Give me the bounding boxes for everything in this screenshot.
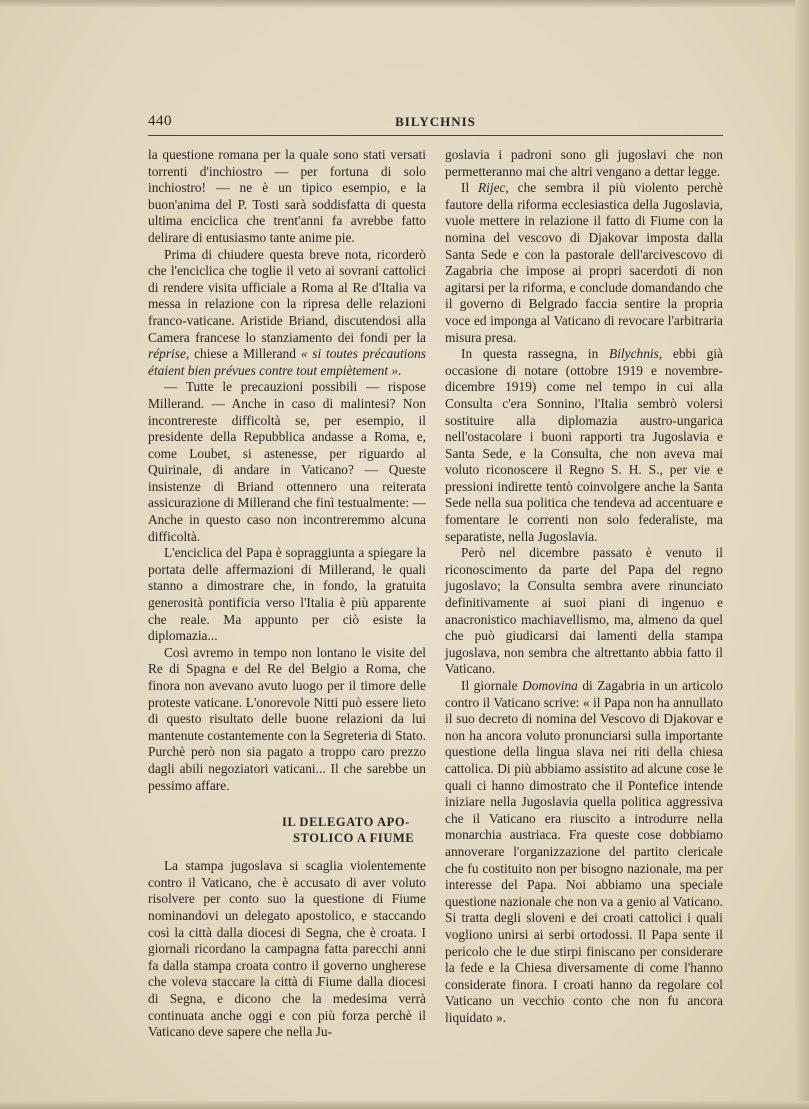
paragraph: Però nel dicembre passato è venuto il riconoscimento da parte del Papa del regno jugoslavo; la Consulta sembra avere rinunciato definitivamente ai suoi piani di ingenuo e anacronistico machiavellismo, ma, almeno da quel che può giudicarsi dai lamenti della stampa jugoslava, non sembra che altrettanto abbia fatto il Vaticano.: [445, 545, 723, 677]
page-right-edge: [795, 0, 809, 1109]
paragraph: [148, 247, 426, 380]
section-heading: [148, 814, 426, 846]
paragraph: L'enciclica del Papa è sopraggiunta a spiegare la portata delle affermazioni di Millerand, le quali stanno a dimostrare che, in fondo, la gratuita generosità pontificia verso l'Italia è più apparente che reale. Ma appunto per ciò esiste la diplomazia...: [148, 545, 426, 644]
running-title: BILYCHNIS: [395, 114, 476, 129]
paragraph-text: Prima di chiudere questa breve nota, ricorderò che l'enciclica che toglie il veto ai sovrani cattolici di rendere visita ufficiale a Roma al Re d'Italia va messa in relazione con la ripresa delle relazioni franco-vaticane. Aristide Briand, discutendosi alla Camera francese lo stanziamento dei fondi per la: [148, 246, 426, 345]
running-header: [148, 113, 723, 136]
left-column: [148, 147, 426, 1041]
french-quote: « si toutes précautions étaient bien prévues contre tout empiètement ».: [148, 346, 426, 378]
paragraph-text: ebbi già occasione di notare (ottobre 1919 e novembre-dicembre 1919) come nel tempo in cui alla Consulta c'era Sonnino, l'Italia sembrò volersi sostituire alla diplomazia austro-ungarica nell'ostacolare i buoni rapporti tra Jugoslavia e Santa Sede, e la Consulta, che non aveva mai voluto riconoscere il Regno S. H. S., per vie e pressioni indirette tentò coinvolgere anche la Santa Sede nella sua politica che tendeva ad accentuare e fomentare le correnti non solo federaliste, ma separatiste, nella Jugoslavia.: [445, 346, 724, 544]
paragraph: goslavia i padroni sono gli jugoslavi che non permetteranno mai che altri vengano a dettar legge.: [445, 147, 723, 179]
journal-name: Bilychnis,: [609, 346, 663, 362]
page-top-edge: [0, 0, 809, 7]
paragraph: la questione romana per la quale sono stati versati torrenti d'inchiostro — per fortuna di solo inchiostro! — ne è un tipico esempio, e la buon'anima del P. Tosti sarà soddisfatta di questa ultima enciclica che trent'anni fa avrebbe fatto delirare di entusiasmo tante anime pie.: [148, 147, 426, 245]
paragraph: [445, 180, 723, 346]
paragraph: — Tutte le precauzioni possibili — rispose Millerand. — Anche in caso di malintesi? Non incontrereste difficoltà se, per esempio, il presidente della Repubblica andasse a Roma, e, come Loubet, si astenesse, per riguardo al Quirinale, di andare in Vaticano? — Queste insistenze di Briand ottennero una reiterata assicurazione di Millerand che finì testualmente: — Anche in questo caso non incontreremmo alcuna difficoltà.: [148, 379, 426, 544]
page-bottom-edge: [0, 1101, 809, 1109]
section-heading-line: IL DELEGATO APO-: [282, 815, 410, 830]
paragraph: [445, 678, 723, 1026]
paragraph-text: di Zagabria in un articolo contro il Vaticano scrive: « il Papa non ha annullato il suo decreto di nomina del Vescovo di Djakovar e non ha ancora voluto pronunciarsi sulla importante questione della lingua slava nei riti della chiesa cattolica. Di più abbiamo assistito ad alcune cose le quali ci hanno dimostrato che il Pontefice intende iniziare nella Jugoslavia quella politica aggressiva che il Vaticano era riuscito a introdurre nella monarchia austriaca. Fra queste cose dobbiamo annoverare l'organizzazione del partito clericale che fu costituito non per bisogno nazionale, ma per interesse del Papa. Noi abbiamo una speciale questione nazionale che non va a genio al Vaticano. Si tratta degli sloveni e dei croati cattolici i quali vogliono unirsi ai serbi ortodossi. Il Papa sente il pericolo che le due stirpi finiscano per considerare la fede e la Chiesa diversamente di come l'hanno considerate finora. I croati hanno da regolare col Vaticano un vecchio conto che non fu ancora liquidato ».: [445, 678, 723, 1025]
paragraph-text: Il: [461, 180, 478, 196]
paragraph-text: chiese a Millerand: [189, 346, 301, 362]
paragraph: [445, 346, 723, 545]
page-number: 440: [148, 113, 172, 129]
right-column: [445, 147, 723, 1026]
section-heading-line: STOLICO A FIUME: [293, 831, 415, 846]
paragraph: La stampa jugoslava si scaglia violentemente contro il Vaticano, che è accusato di aver voluto risolvere per conto suo la questione di Fiume nominandovi un delegato apostolico, e staccando così la città dalla diocesi di Segna, che è croata. I giornali ricordano la campagna fatta parecchi anni fa dalla stampa croata contro il governo ungherese che voleva staccare la città di Fiume dalla diocesi di Segna, e dicono che la medesima verrà continuata anche oggi e con più forza perchè il Vaticano deve sapere che nella Ju-: [148, 858, 426, 1040]
paragraph-text: Il giornale: [461, 678, 523, 693]
paragraph-text: In questa rassegna, in: [461, 346, 610, 362]
newspaper-name: Domovina: [522, 678, 578, 693]
paragraph-text: che sembra il più violento perchè fautore della riforma ecclesiastica della Jugoslavia, vuole mettere in relazione il fatto di Fiume con la nomina del vescovo di Djakovar imposta dalla Santa Sede e con la pastorale dell'arcivescovo di Zagabria che impose ai propri sacerdoti di non agitarsi per la riforma, e conclude domandando che il governo di Belgrado faccia sentire la propria voce ed imponga al Vaticano di revocare l'arbitraria misura presa.: [445, 180, 723, 345]
paragraph: Così avremo in tempo non lontano le visite del Re di Spagna e del Re del Belgio a Roma, che finora non avevano avuto luogo per il timore delle proteste vaticane. L'onorevole Nitti può essere lieto di questo risultato delle buone relazioni da lui mantenute costantemente con la Segreteria di Stato. Purchè però non sia pagato a troppo caro prezzo dagli abili negoziatori vaticani... Il che sarebbe un pessimo affare.: [148, 644, 426, 793]
newspaper-name: Rijec,: [477, 180, 509, 196]
italic-term: réprise,: [148, 346, 190, 362]
